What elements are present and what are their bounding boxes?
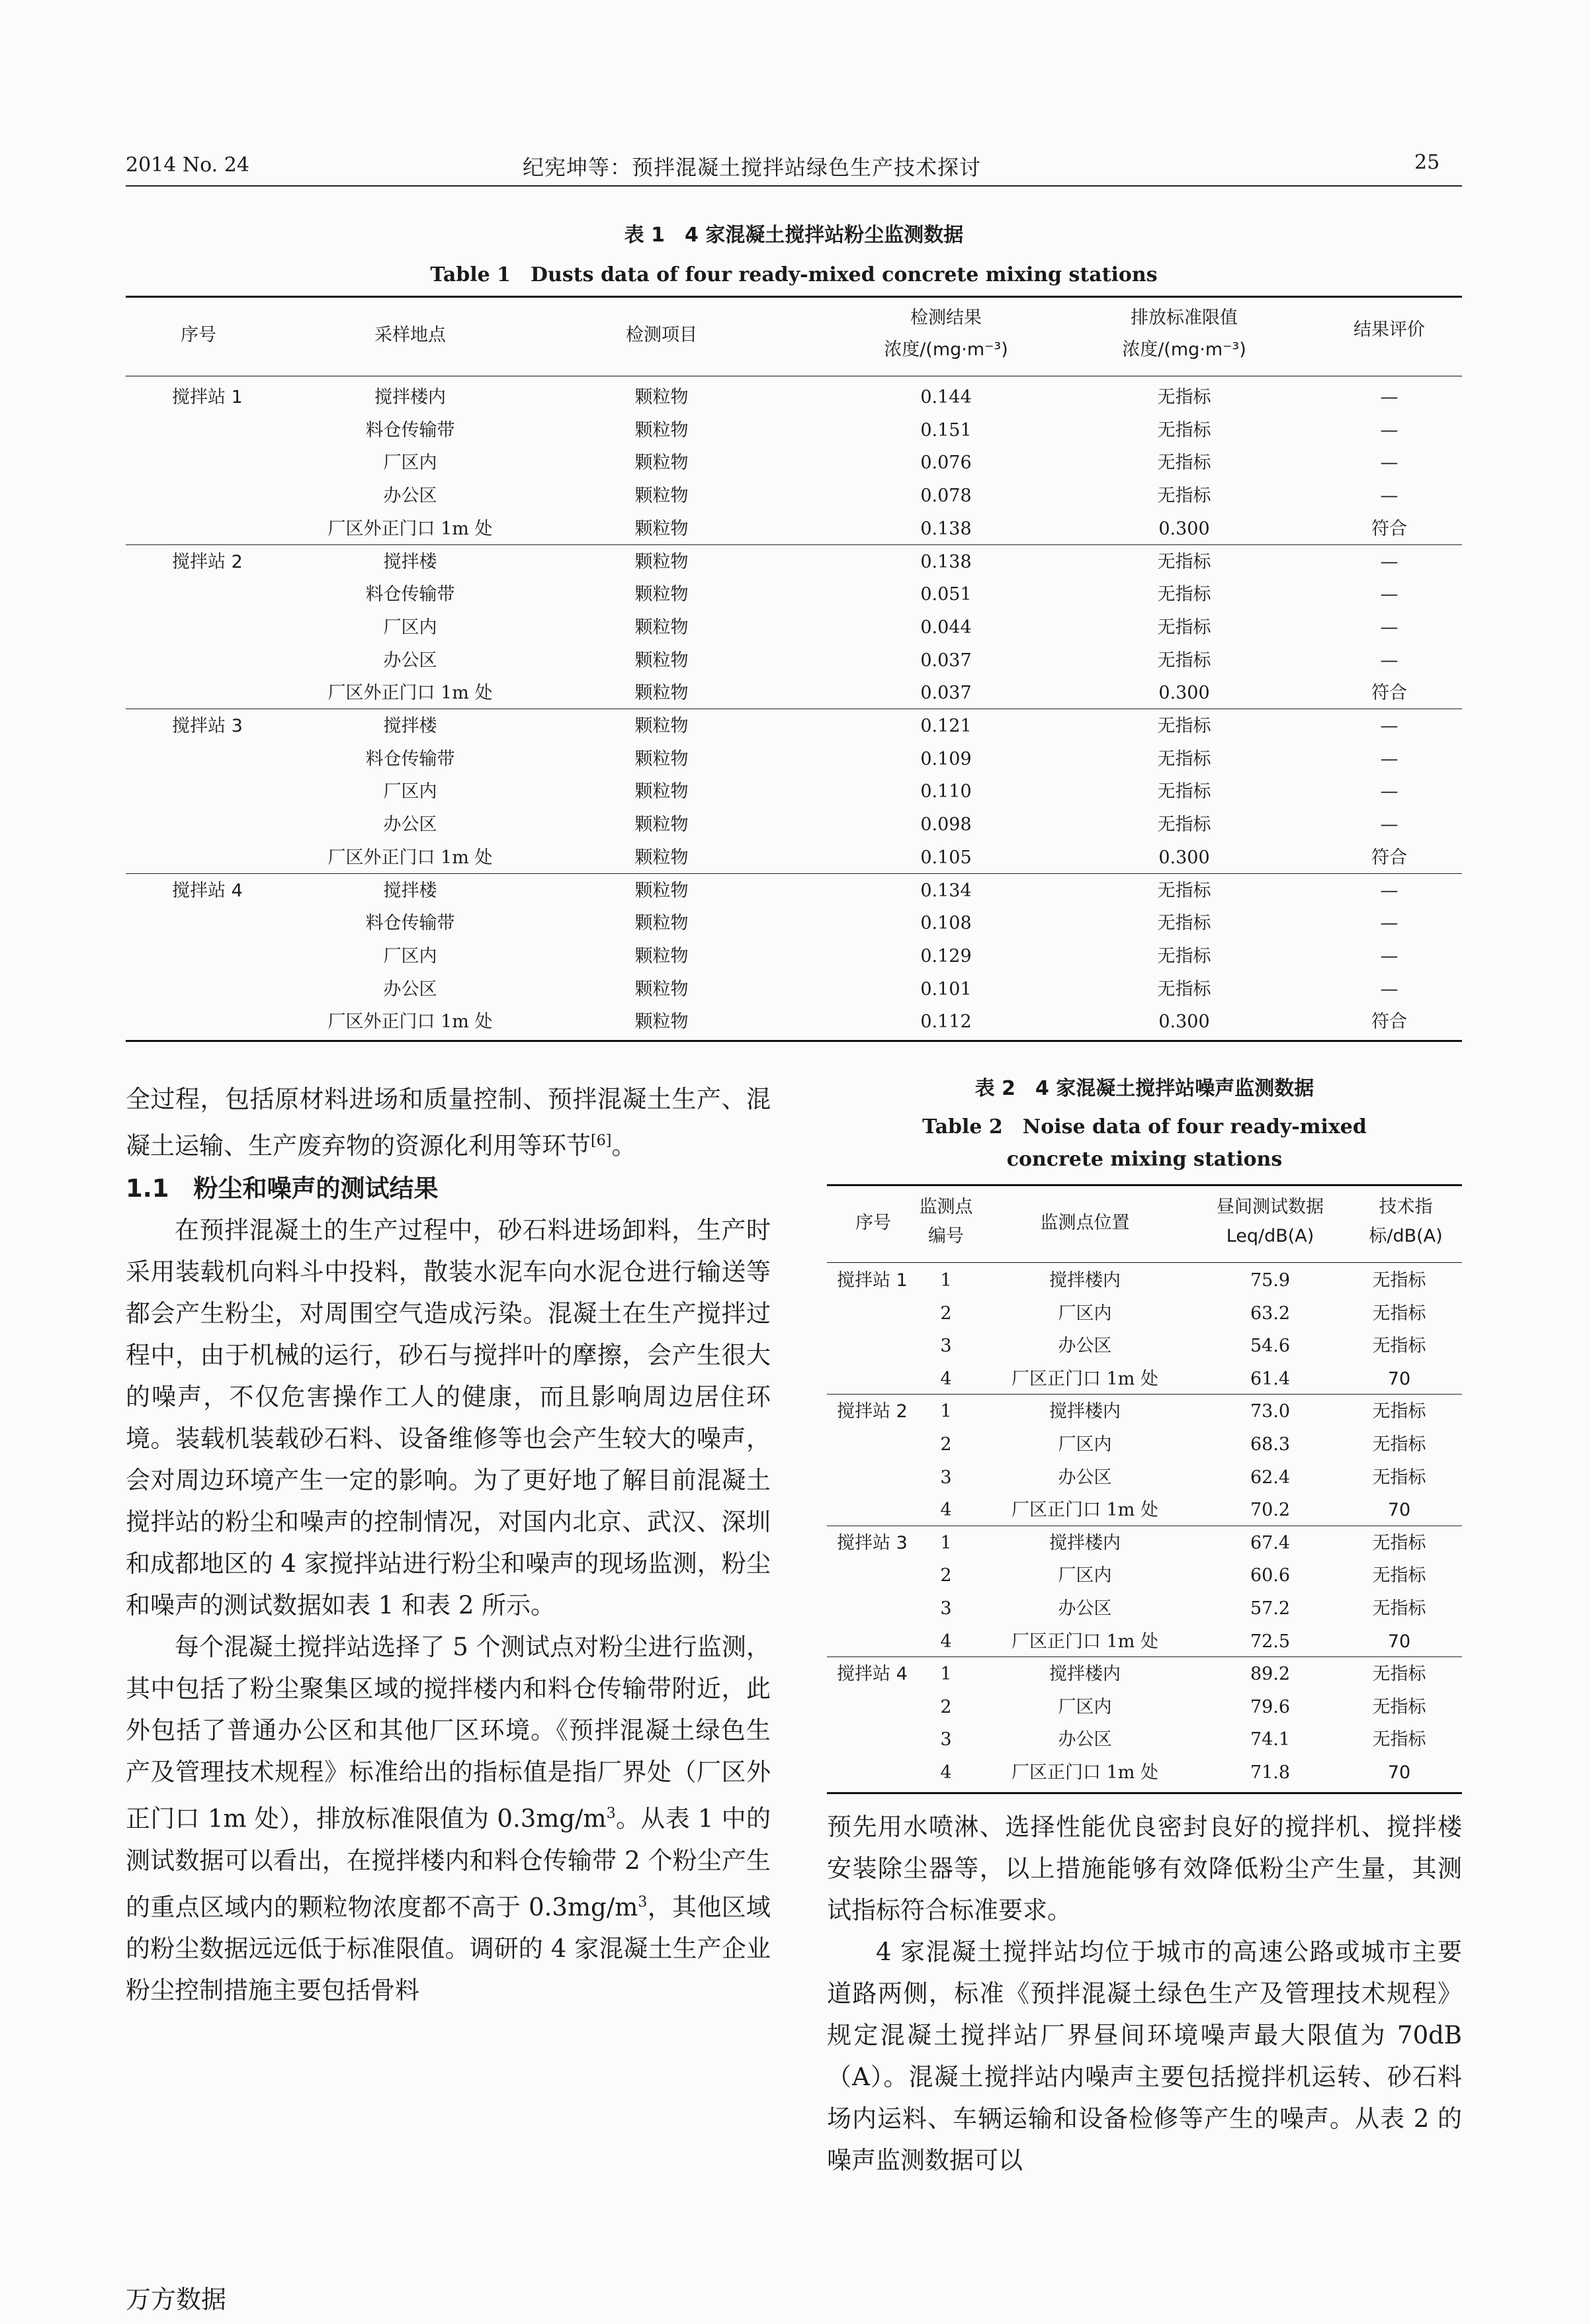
table-row: [126, 578, 1462, 611]
table-row: [126, 743, 1462, 776]
cell-item: 颗粒物: [634, 584, 689, 605]
page-number: 25: [1414, 151, 1440, 174]
cell-value: 68.3: [1250, 1434, 1291, 1455]
cell-std: 无指标: [1372, 1303, 1426, 1324]
cell-eval: —: [1380, 419, 1398, 441]
cell-point-no: 1: [940, 1270, 952, 1291]
table1-header-eval: 结果评价: [1354, 320, 1425, 340]
table-row: [827, 1494, 1462, 1527]
table2-header-value-unit: Leq/dB(A): [1226, 1226, 1314, 1246]
paragraph: 4 家混凝土搅拌站均位于城市的高速公路或城市主要道路两侧，标准《预拌混凝土绿色生产及管理技术规程》规定混凝土搅拌站厂界昼间环境噪声最大限值为 70dB（A）。混凝土搅拌站内噪声主要包括搅拌机运转、砂石料场内运料、车辆运输和设备检修等产生的噪声。从表 2 的噪声监测数据可以: [827, 1938, 1462, 2174]
table-row: [827, 1527, 1462, 1560]
right-column-text: [827, 1806, 1462, 2181]
cell-limit: 无指标: [1157, 387, 1211, 408]
table-row: [126, 710, 1462, 743]
cell-item: 颗粒物: [634, 781, 689, 802]
table-row: [126, 644, 1462, 677]
table-row: [126, 841, 1462, 875]
cell-item: 颗粒物: [634, 518, 689, 539]
cell-std: 70: [1387, 1631, 1411, 1652]
paragraph-end: 。: [611, 1131, 636, 1160]
cell-point-no: 1: [940, 1401, 952, 1422]
cell-site: 厂区内: [383, 617, 437, 638]
cell-result: 0.112: [920, 1011, 972, 1033]
cell-site: 搅拌楼内: [374, 387, 446, 408]
table-row: [126, 513, 1462, 546]
cell-item: 颗粒物: [634, 1011, 689, 1033]
cell-eval: —: [1380, 814, 1398, 836]
table-row: [126, 775, 1462, 808]
table2-caption-cn: 表 2 4 家混凝土搅拌站噪声监测数据: [974, 1077, 1314, 1100]
cell-result: 0.144: [920, 387, 972, 408]
table1-header-result: 检测结果: [910, 308, 982, 328]
cell-site: 料仓传输带: [365, 584, 455, 605]
cell-site: 搅拌楼: [383, 880, 437, 901]
cell-result: 0.138: [920, 551, 972, 572]
cell-item: 颗粒物: [634, 978, 689, 1000]
cell-limit: 0.300: [1158, 683, 1210, 704]
running-header-title: 纪宪坤等：预拌混凝土搅拌站绿色生产技术探讨: [523, 155, 982, 180]
cell-value: 79.6: [1250, 1696, 1291, 1717]
table-row: [827, 1559, 1462, 1592]
cell-eval: —: [1380, 913, 1398, 934]
cell-site: 搅拌楼内: [1049, 1532, 1121, 1553]
cell-limit: 0.300: [1158, 1011, 1210, 1033]
group-rule: [126, 873, 1462, 874]
cell-item: 颗粒物: [634, 716, 689, 736]
table-row: [126, 414, 1462, 447]
table2-header-rule: [827, 1262, 1462, 1263]
table2-header-site: 监测点位置: [1040, 1213, 1130, 1233]
table-row: [126, 1006, 1462, 1039]
cell-eval: —: [1380, 978, 1398, 1000]
cell-item: 颗粒物: [634, 683, 689, 704]
table-row: [126, 381, 1462, 414]
group-rule: [827, 1394, 1462, 1395]
table-row: [126, 546, 1462, 579]
cell-result: 0.108: [920, 913, 972, 934]
cell-result: 0.121: [920, 716, 972, 736]
table-row: [126, 907, 1462, 940]
paragraph: [126, 1626, 771, 2011]
left-column-text: [126, 1078, 771, 2011]
cell-limit: 无指标: [1157, 880, 1211, 901]
table-row: [827, 1428, 1462, 1461]
cell-site: 搅拌楼内: [1049, 1401, 1121, 1422]
cell-value: 54.6: [1250, 1336, 1291, 1357]
table-row: [126, 677, 1462, 710]
cell-limit: 无指标: [1157, 781, 1211, 802]
table-row: [827, 1363, 1462, 1396]
paragraph-text: 。从表 1 中的测试数据可以看出，在搅拌楼内和料仓传输带 2 个粉尘产生的重点区域内的颗粒物浓度都不高于 0.3mg/m: [126, 1804, 771, 1921]
cell-item: 颗粒物: [634, 617, 689, 638]
cell-result: 0.101: [920, 978, 972, 1000]
cell-site: 料仓传输带: [365, 419, 455, 441]
paragraph-text: ，其他区域的粉尘数据远远低于标准限值。调研的 4 家混凝土生产企业粉尘控制措施主要包括骨料: [126, 1892, 771, 2004]
cell-limit: 0.300: [1158, 847, 1210, 868]
cell-eval: —: [1380, 781, 1398, 802]
cell-eval: —: [1380, 486, 1398, 507]
table-row: [827, 1691, 1462, 1724]
table2-caption-en: Table 2 Noise data of four ready-mixed: [922, 1115, 1367, 1139]
paragraph-text: 全过程，包括原材料进场和质量控制、预拌混凝土生产、混凝土运输、生产废弃物的资源化利用等环节: [126, 1085, 771, 1160]
table-row: [827, 1658, 1462, 1691]
table2-header-point: 监测点: [919, 1197, 973, 1217]
cell-station: 搅拌站 3: [172, 716, 243, 736]
cell-result: 0.129: [920, 945, 972, 967]
cell-eval: 符合: [1371, 847, 1407, 868]
cell-point-no: 1: [940, 1664, 952, 1685]
cell-value: 70.2: [1250, 1500, 1291, 1521]
cell-site: 厂区正门口 1m 处: [1011, 1762, 1158, 1783]
cell-item: 颗粒物: [634, 551, 689, 572]
cell-point-no: 4: [940, 1500, 952, 1521]
table-row: [827, 1592, 1462, 1625]
cell-station: 搅拌站 4: [837, 1664, 908, 1685]
table-row: [126, 808, 1462, 841]
table-row: [126, 611, 1462, 644]
cell-std: 无指标: [1372, 1434, 1426, 1455]
cell-site: 厂区内: [383, 945, 437, 967]
cell-point-no: 3: [940, 1467, 952, 1488]
cell-limit: 无指标: [1157, 452, 1211, 474]
cell-value: 71.8: [1250, 1762, 1291, 1783]
cell-eval: 符合: [1371, 518, 1407, 539]
cell-eval: —: [1380, 452, 1398, 474]
table2-caption-en-line2: concrete mixing stations: [1006, 1148, 1283, 1171]
cell-point-no: 4: [940, 1631, 952, 1652]
cell-result: 0.044: [920, 617, 972, 638]
cell-limit: 无指标: [1157, 584, 1211, 605]
cell-std: 70: [1387, 1762, 1411, 1783]
cell-result: 0.110: [920, 781, 972, 802]
cell-point-no: 2: [940, 1303, 952, 1324]
footer-watermark: 万方数据: [126, 2285, 227, 2314]
table2-header: [827, 1186, 1462, 1262]
cell-site: 厂区内: [1058, 1696, 1112, 1717]
cell-point-no: 4: [940, 1762, 952, 1783]
cell-limit: 无指标: [1157, 978, 1211, 1000]
cell-std: 无指标: [1372, 1336, 1426, 1357]
cell-limit: 无指标: [1157, 486, 1211, 507]
header-rule: [126, 185, 1462, 187]
cell-site: 搅拌楼: [383, 551, 437, 572]
cell-site: 厂区正门口 1m 处: [1011, 1368, 1158, 1389]
paragraph: 在预拌混凝土的生产过程中，砂石料进场卸料，生产时采用装载机向料斗中投料，散装水泥车向水泥仓进行输送等都会产生粉尘，对周围空气造成污染。混凝土在生产搅拌过程中，由于机械的运行，砂石与搅拌叶的摩擦，会产生很大的噪声，不仅危害操作工人的健康，而且影响周边居住环境。装载机装载砂石料、设备维修等也会产生较大的噪声，会对周边环境产生一定的影响。为了更好地了解目前混凝土搅拌站的粉尘和噪声的控制情况，对国内北京、武汉、深圳和成都地区的 4 家搅拌站进行粉尘和噪声的现场监测，粉尘和噪声的测试数据如表 1 和表 2 所示。: [126, 1216, 771, 1620]
cell-station: 搅拌站 2: [172, 551, 243, 572]
cell-eval: —: [1380, 650, 1398, 671]
running-header-issue: 2014 No. 24: [126, 153, 249, 177]
cell-site: 厂区内: [383, 452, 437, 474]
cell-item: 颗粒物: [634, 419, 689, 441]
cell-result: 0.109: [920, 748, 972, 769]
cell-site: 搅拌楼: [383, 716, 437, 736]
cell-site: 办公区: [383, 978, 437, 1000]
table-row: [126, 973, 1462, 1006]
table-row: [827, 1395, 1462, 1428]
cell-value: 73.0: [1250, 1401, 1291, 1422]
group-rule: [126, 544, 1462, 545]
cell-site: 厂区正门口 1m 处: [1011, 1631, 1158, 1652]
table1-header-limit: 排放标准限值: [1131, 308, 1238, 328]
cell-item: 颗粒物: [634, 945, 689, 967]
cell-site: 办公区: [383, 650, 437, 671]
table2-header-std-unit: 标/dB(A): [1369, 1226, 1443, 1246]
cell-site: 厂区内: [1058, 1303, 1112, 1324]
cell-std: 无指标: [1372, 1270, 1426, 1291]
cell-limit: 无指标: [1157, 814, 1211, 836]
table-row: [126, 480, 1462, 513]
cell-std: 无指标: [1372, 1467, 1426, 1488]
table-row: [126, 875, 1462, 908]
cell-eval: —: [1380, 748, 1398, 769]
cell-site: 厂区外正门口 1m 处: [327, 847, 493, 868]
table1-header-item: 检测项目: [626, 325, 697, 345]
cell-std: 无指标: [1372, 1598, 1426, 1619]
cell-limit: 无指标: [1157, 913, 1211, 934]
cell-site: 厂区外正门口 1m 处: [327, 518, 493, 539]
cell-value: 63.2: [1250, 1303, 1291, 1324]
cell-std: 无指标: [1372, 1696, 1426, 1717]
superscript: 3: [638, 1893, 648, 1911]
cell-station: 搅拌站 3: [837, 1532, 908, 1553]
cell-point-no: 3: [940, 1336, 952, 1357]
cell-point-no: 2: [940, 1434, 952, 1455]
table2-header-std: 技术指: [1379, 1197, 1433, 1217]
table1-header-site: 采样地点: [374, 325, 446, 345]
cell-std: 无指标: [1372, 1664, 1426, 1685]
cell-point-no: 3: [940, 1598, 952, 1619]
cell-site: 办公区: [1058, 1729, 1112, 1750]
table2-header-point-no: 编号: [928, 1226, 964, 1246]
cell-result: 0.037: [920, 683, 972, 704]
cell-site: 办公区: [1058, 1467, 1112, 1488]
cell-eval: —: [1380, 880, 1398, 901]
table1-header-no: 序号: [181, 325, 216, 345]
cell-site: 办公区: [383, 486, 437, 507]
cell-item: 颗粒物: [634, 748, 689, 769]
table1-header-result-unit: 浓度/(mg·m⁻³): [884, 339, 1008, 360]
cell-limit: 无指标: [1157, 617, 1211, 638]
cell-item: 颗粒物: [634, 913, 689, 934]
cell-site: 办公区: [1058, 1598, 1112, 1619]
cell-std: 无指标: [1372, 1565, 1426, 1586]
cell-value: 89.2: [1250, 1664, 1291, 1685]
cell-value: 72.5: [1250, 1631, 1291, 1652]
paragraph-text: 每个混凝土搅拌站选择了 5 个测试点对粉尘进行监测，其中包括了粉尘聚集区域的搅拌楼内和料仓传输带附近，此外包括了普通办公区和其他厂区环境。《预拌混凝土绿色生产及管理技术规程》标准给出的指标值是指厂界处（厂区外正门口 1m 处），排放标准限值为 0.3mg/m: [126, 1633, 771, 1833]
cell-point-no: 3: [940, 1729, 952, 1750]
cell-item: 颗粒物: [634, 387, 689, 408]
cell-value: 67.4: [1250, 1532, 1291, 1553]
cell-item: 颗粒物: [634, 486, 689, 507]
cell-site: 办公区: [1058, 1336, 1112, 1357]
cell-limit: 无指标: [1157, 551, 1211, 572]
cell-std: 无指标: [1372, 1729, 1426, 1750]
cell-result: 0.078: [920, 486, 972, 507]
citation: [6]: [591, 1132, 612, 1149]
table1-caption-cn: 表 1 4 家混凝土搅拌站粉尘监测数据: [624, 224, 964, 247]
cell-eval: 符合: [1371, 1011, 1407, 1033]
cell-point-no: 2: [940, 1696, 952, 1717]
cell-result: 0.134: [920, 880, 972, 901]
table2-header-no: 序号: [855, 1213, 891, 1233]
cell-std: 70: [1387, 1368, 1411, 1389]
table-row: [827, 1264, 1462, 1297]
cell-value: 62.4: [1250, 1467, 1291, 1488]
cell-site: 搅拌楼内: [1049, 1270, 1121, 1291]
table2-bottom-rule: [827, 1792, 1462, 1794]
cell-limit: 无指标: [1157, 419, 1211, 441]
table1-header-limit-unit: 浓度/(mg·m⁻³): [1122, 339, 1246, 360]
cell-point-no: 4: [940, 1368, 952, 1389]
cell-result: 0.151: [920, 419, 972, 441]
cell-limit: 无指标: [1157, 716, 1211, 736]
cell-site: 厂区外正门口 1m 处: [327, 683, 493, 704]
cell-eval: 符合: [1371, 683, 1407, 704]
cell-site: 料仓传输带: [365, 748, 455, 769]
cell-station: 搅拌站 1: [837, 1270, 908, 1291]
cell-item: 颗粒物: [634, 650, 689, 671]
cell-point-no: 2: [940, 1565, 952, 1586]
table-row: [827, 1461, 1462, 1494]
cell-std: 无指标: [1372, 1532, 1426, 1553]
cell-limit: 无指标: [1157, 748, 1211, 769]
paragraph: 预先用水喷淋、选择性能优良密封良好的搅拌机、搅拌楼安装除尘器等，以上措施能够有效降低粉尘产生量，其测试指标符合标准要求。: [827, 1813, 1462, 1924]
table-row: [827, 1756, 1462, 1789]
table-row: [827, 1625, 1462, 1658]
table-row: [126, 940, 1462, 973]
table-row: [827, 1723, 1462, 1756]
cell-site: 厂区内: [383, 781, 437, 802]
cell-value: 74.1: [1250, 1729, 1291, 1750]
cell-eval: —: [1380, 551, 1398, 572]
table-row: [827, 1297, 1462, 1330]
cell-result: 0.037: [920, 650, 972, 671]
cell-site: 厂区内: [1058, 1565, 1112, 1586]
cell-limit: 无指标: [1157, 945, 1211, 967]
cell-point-no: 1: [940, 1532, 952, 1553]
cell-eval: —: [1380, 387, 1398, 408]
cell-site: 厂区内: [1058, 1434, 1112, 1455]
cell-result: 0.105: [920, 847, 972, 868]
cell-station: 搅拌站 1: [172, 387, 243, 408]
cell-value: 75.9: [1250, 1270, 1291, 1291]
table1-bottom-rule: [126, 1040, 1462, 1042]
table-row: [827, 1330, 1462, 1363]
cell-value: 60.6: [1250, 1565, 1291, 1586]
cell-station: 搅拌站 2: [837, 1401, 908, 1422]
cell-eval: —: [1380, 945, 1398, 967]
cell-result: 0.076: [920, 452, 972, 474]
cell-item: 颗粒物: [634, 814, 689, 836]
cell-site: 厂区外正门口 1m 处: [327, 1011, 493, 1033]
cell-result: 0.051: [920, 584, 972, 605]
table2-header-value: 昼间测试数据: [1217, 1197, 1324, 1217]
cell-result: 0.098: [920, 814, 972, 836]
cell-limit: 0.300: [1158, 518, 1210, 539]
cell-eval: —: [1380, 716, 1398, 736]
section-heading: 1.1 粉尘和噪声的测试结果: [126, 1174, 439, 1203]
table1-caption-en: Table 1 Dusts data of four ready-mixed concrete mixing stations: [430, 263, 1158, 286]
cell-site: 搅拌楼内: [1049, 1664, 1121, 1685]
cell-item: 颗粒物: [634, 452, 689, 474]
cell-std: 无指标: [1372, 1401, 1426, 1422]
table-row: [126, 447, 1462, 480]
cell-station: 搅拌站 4: [172, 880, 243, 901]
paragraph: [126, 1078, 771, 1166]
cell-item: 颗粒物: [634, 847, 689, 868]
cell-value: 57.2: [1250, 1598, 1291, 1619]
cell-value: 61.4: [1250, 1368, 1291, 1389]
cell-std: 70: [1387, 1500, 1411, 1521]
cell-item: 颗粒物: [634, 880, 689, 901]
superscript: 3: [606, 1805, 616, 1823]
cell-site: 料仓传输带: [365, 913, 455, 934]
cell-limit: 无指标: [1157, 650, 1211, 671]
cell-eval: —: [1380, 617, 1398, 638]
cell-site: 办公区: [383, 814, 437, 836]
cell-site: 厂区正门口 1m 处: [1011, 1500, 1158, 1521]
table1-header: [126, 298, 1462, 376]
cell-result: 0.138: [920, 518, 972, 539]
cell-eval: —: [1380, 584, 1398, 605]
